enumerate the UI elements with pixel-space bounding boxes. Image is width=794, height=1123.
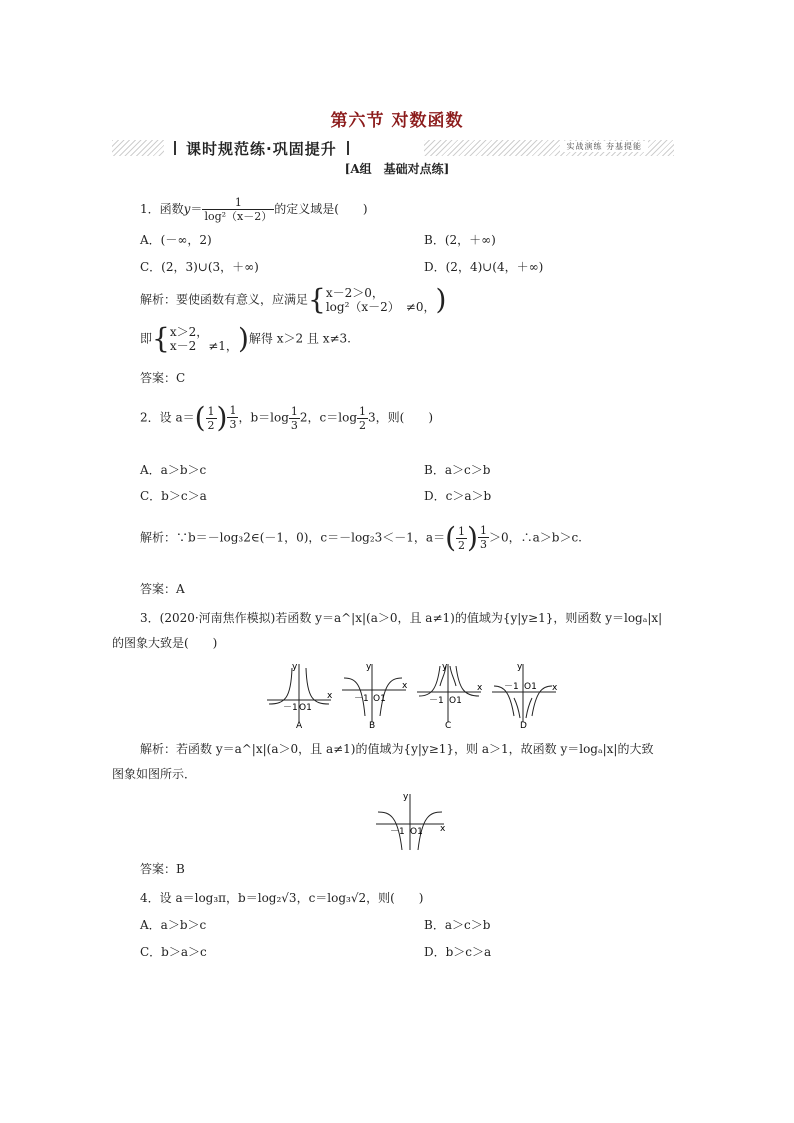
q2-sol-paren-open: ( [445,521,457,554]
graph-c [415,660,485,730]
q2-sol-exp-den: 3 [479,538,487,551]
q1-answer: 答案：C [140,371,186,385]
graph-d-tick-neg1: －1 [504,682,519,692]
q1-stem-post: 的定义域是( ) [274,202,368,216]
graph-d-y-label: y [517,662,523,672]
q2-sol-half-num: 1 [458,524,466,538]
q2-option-a: A．a＞b＞c [140,463,207,477]
graph-c-tick-o1: O1 [449,696,462,706]
q2-c-base-num: 1 [359,404,367,418]
solution-graph-tick-o1: O1 [410,827,423,837]
q1-brace-open: { [308,283,326,316]
q2-half-num: 1 [207,404,215,418]
graph-d-tick-o1: O1 [524,682,537,692]
q2-paren-close: ) [216,401,228,434]
section-title: 第六节 对数函数 [330,111,464,131]
solution-graph-x-label: x [440,824,446,834]
q2-sol-paren-close: ) [467,521,478,554]
q2-solution-text: 解析：∵b＝－log₃2∈(－1，0)，c＝－log₂3＜－1，a＝ [140,530,446,545]
q1-option-c: C．(2，3)∪(3，＋∞) [140,260,259,274]
graph-c-caption: C [445,721,452,730]
q3-stem-line1: 3．(2020·河南焦作模拟)若函数 y＝a^|x|(a＞0，且 a≠1)的值域为{y|y≥1}，则函数 y＝logₐ|x| [140,611,663,625]
q2-option-d: D．c＞a＞b [424,489,492,503]
solution-graph [374,790,450,852]
graph-d-x-label: x [552,683,558,693]
q2-option-b: B．a＞c＞b [424,463,491,477]
banner-tag: 实战演练 夯基提能 [560,141,648,152]
q2-answer: 答案：A [140,582,185,596]
q3-solution-line2: 图象如图所示． [112,767,197,781]
q1-system-2 [170,325,238,353]
graph-a-y-label: y [292,662,298,672]
q2-sol-half [456,525,467,552]
graph-b-tick-o1: O1 [373,694,386,704]
q1-brace2-open: { [152,322,170,355]
q2-solution [140,521,582,554]
solution-graph-tick-neg1: －1 [390,827,405,837]
q1-frac-den: log²（x－2） [204,210,273,223]
q2-b-arg: 2，c＝log [299,410,358,425]
practice-banner [112,140,674,156]
q1-option-a: A．(－∞，2) [140,233,212,247]
graph-a-tick-o1: O1 [299,703,312,713]
graph-d-caption: D [520,721,527,730]
q2-exp-den: 3 [229,418,237,431]
q2-stem-mid: ，b＝log [238,410,289,425]
graph-a [265,660,335,730]
q3-answer: 答案：B [140,862,185,876]
q1-sys1-line2: log²（x－2） ≠0， [325,300,436,314]
q1-frac-num: 1 [202,196,274,210]
q2-c-base-den: 2 [359,418,367,432]
group-label: [A组 基础对点练] [344,162,450,176]
q2-exp [227,404,238,431]
q1-solution-2 [140,322,351,355]
q2-c-arg: 3，则( ) [368,410,434,425]
q2-b-base-num: 1 [290,404,298,418]
q2-b-base [289,405,300,432]
graph-d [490,660,560,730]
graph-c-x-label: x [477,683,483,693]
q1-option-d: D．(2，4)∪(4，＋∞) [424,260,544,274]
banner-label: 课时规范练·巩固提升 [186,139,337,158]
q2-stem-pre: 2．设 a＝ [140,410,195,425]
q1-system-1 [326,286,436,314]
q2-option-c: C．b＞c＞a [140,489,207,503]
q2-half [206,405,217,432]
q1-solution [140,283,447,316]
graph-b-caption: B [369,721,376,730]
graph-c-tick-neg1: －1 [429,696,444,706]
q1-brace-close: ) [435,283,447,316]
graph-a-tick-neg1: －1 [283,703,298,713]
q2-b-base-den: 3 [290,418,298,432]
graph-b-y-label: y [366,662,372,672]
q2-sol-exp [478,524,489,551]
q1-then-post: 解得 x＞2 且 x≠3. [248,331,351,346]
q4-option-d: D．b＞c＞a [424,945,492,959]
banner-bar-right [347,141,349,155]
q1-stem-pre: 1．函数 [140,202,184,216]
q2-exp-num: 1 [229,404,237,417]
q2-stem [140,401,434,434]
graph-b [340,660,410,730]
q1-then-pre: 即 [140,331,153,346]
q1-solution-pre: 解析：要使函数有意义，应满足 [140,292,309,307]
solution-graph-y-label: y [403,792,409,802]
q4-option-b: B．a＞c＞b [424,918,491,932]
graph-a-x-label: x [327,691,333,701]
q1-fraction [202,196,274,223]
graph-c-y-label: y [442,662,448,672]
q1-brace2-close: ) [237,322,249,355]
q1-stem [140,196,368,223]
q2-solution-post: ＞0，∴a＞b＞c. [488,530,582,545]
q1-sys2-line2: x－2 ≠1， [169,339,238,353]
q1-option-b: B．(2，＋∞) [424,233,496,247]
q1-y: y [183,202,191,216]
q2-sol-half-den: 2 [458,538,466,552]
graph-b-x-label: x [402,681,408,691]
q4-option-a: A．a＞b＞c [140,918,207,932]
q3-stem-line2: 的图象大致是( ) [112,636,218,650]
q4-stem: 4．设 a＝log₃π，b＝log₂√3，c＝log₃√2，则( ) [140,891,424,905]
graph-b-tick-neg1: －1 [354,694,369,704]
q1-eq: ＝ [190,202,203,216]
q4-option-c: C．b＞a＞c [140,945,207,959]
q1-sys2-line1: x＞2， [169,325,209,339]
banner-bar-left [174,141,176,155]
q3-solution-line1: 解析：若函数 y＝a^|x|(a＞0，且 a≠1)的值域为{y|y≥1}，则 a＞1，故函数 y＝logₐ|x|的大致 [140,742,654,756]
graph-a-caption: A [296,721,303,730]
q2-paren-open: ( [194,401,206,434]
q1-sys1-line1: x－2＞0， [325,286,384,300]
q2-c-base [357,405,368,432]
q2-half-den: 2 [207,418,215,432]
q2-sol-exp-num: 1 [479,524,487,537]
